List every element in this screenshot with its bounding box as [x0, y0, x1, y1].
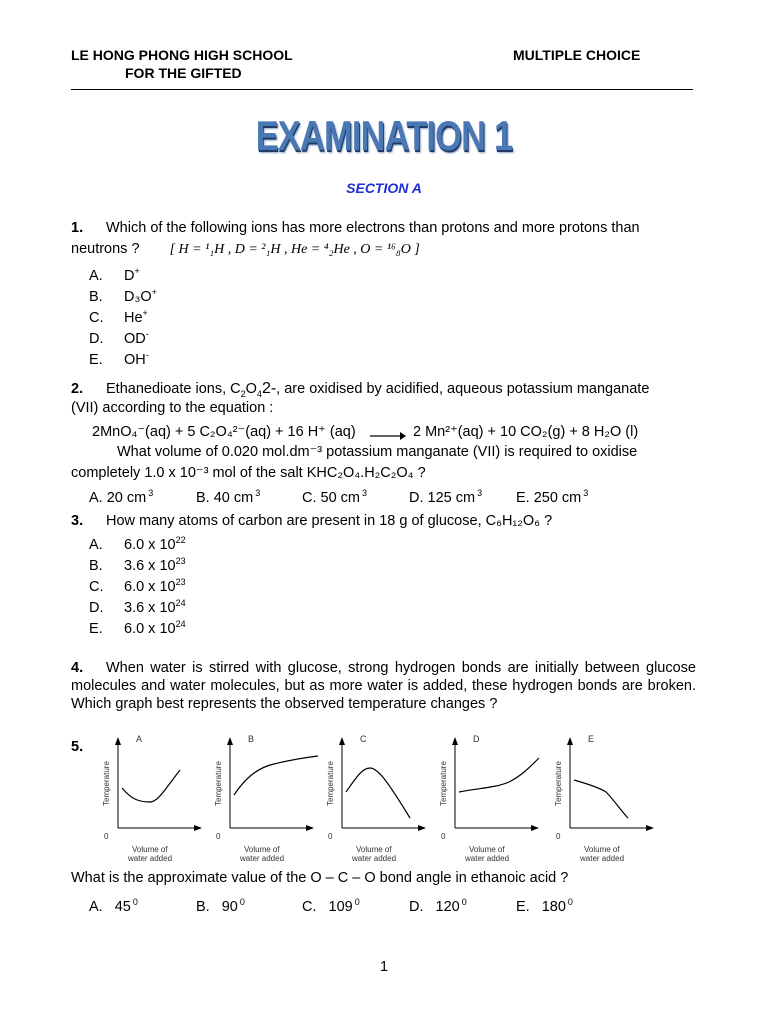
- question-number: 1.: [71, 220, 84, 236]
- question-text-cont: , are oxidised by acidified, aqueous potassium manganate: [276, 381, 650, 397]
- x-axis-arrow-icon: [194, 825, 202, 831]
- option-letter: E.: [516, 490, 530, 506]
- page-number: 1: [379, 959, 389, 975]
- graph-panel: [100, 728, 200, 872]
- answer-option: [302, 489, 367, 507]
- x-axis-label-line1: Volume of: [469, 845, 505, 854]
- question-1-line2: [71, 240, 696, 259]
- x-axis-label-line2: water added: [580, 854, 625, 863]
- answer-option: [89, 288, 157, 306]
- school-name-line1: LE HONG PHONG HIGH SCHOOL: [71, 47, 293, 63]
- option-text: 45: [114, 899, 131, 915]
- x-axis-label-line2: water added: [240, 854, 285, 863]
- option-text: D₃O: [124, 289, 152, 305]
- x-axis-arrow-icon: [646, 825, 654, 831]
- option-letter: D.: [409, 490, 424, 506]
- y-axis-label: Temperature: [439, 761, 448, 806]
- graph-curve: [122, 770, 180, 802]
- option-letter: C.: [302, 899, 317, 915]
- graph-plot: [552, 728, 652, 868]
- x-axis-label-line1: Volume of: [356, 845, 392, 854]
- question-3: [71, 512, 696, 530]
- option-superscript: 3: [362, 488, 368, 499]
- answer-option: [516, 489, 588, 507]
- panel-label: A: [136, 734, 143, 744]
- option-superscript: 22: [175, 535, 186, 546]
- equation-right: 2 Mn²⁺(aq) + 10 CO₂(g) + 8 H₂O (l): [413, 424, 639, 440]
- x-axis-arrow-icon: [418, 825, 426, 831]
- option-text: OH: [124, 352, 146, 368]
- option-letter: E.: [89, 352, 103, 368]
- x-axis-label-line1: Volume of: [244, 845, 280, 854]
- question-text: neutrons ?: [71, 241, 140, 257]
- question-2-line3: What volume of 0.020 mol.dm⁻³ potassium manganate (VII) is required to oxidise: [117, 444, 638, 460]
- option-letter: E.: [89, 621, 103, 637]
- option-text: 6.0 x 10: [124, 579, 176, 595]
- origin-label: 0: [556, 832, 561, 841]
- option-superscript: 3: [148, 488, 154, 499]
- answer-option: [89, 557, 186, 575]
- y-axis-label: Temperature: [554, 761, 563, 806]
- option-superscript: 3: [477, 488, 483, 499]
- option-text: OD: [124, 331, 146, 347]
- option-letter: E.: [516, 899, 530, 915]
- graph-curve: [234, 756, 318, 795]
- header-divider: [71, 89, 693, 90]
- option-text: 20 cm: [106, 490, 147, 506]
- question-number-5: 5.: [71, 739, 84, 755]
- question-text: How many atoms of carbon are present in 18 g of glucose, C₆H₁₂O₆ ?: [106, 513, 553, 529]
- option-letter: C.: [302, 490, 317, 506]
- answer-option: [89, 536, 186, 554]
- answer-option: [409, 489, 482, 507]
- option-letter: A.: [89, 899, 103, 915]
- origin-label: 0: [216, 832, 221, 841]
- option-text: 109: [328, 899, 353, 915]
- answer-option: [89, 330, 149, 348]
- option-text: 125 cm: [427, 490, 476, 506]
- x-axis-label-line1: Volume of: [584, 845, 620, 854]
- equation-left: 2MnO₄⁻(aq) + 5 C₂O₄²⁻(aq) + 16 H⁺ (aq): [92, 424, 356, 440]
- answer-option: [302, 898, 360, 916]
- question-number: 4.: [71, 660, 84, 676]
- option-superscript: 0: [567, 897, 573, 908]
- exam-title: EXAMINATION 1: [255, 112, 513, 159]
- y-axis-arrow-icon: [452, 737, 458, 745]
- option-letter: B.: [196, 490, 210, 506]
- option-letter: B.: [196, 899, 210, 915]
- option-text: 3.6 x 10: [124, 600, 176, 616]
- question-text: When water is stirred with glucose, strong hydrogen bonds are initially between glucose molecules and water molecules, but as more water is added, these hydrogen bonds are broken. Which graph best represents the observed temperature changes ?: [71, 660, 696, 712]
- y-axis-arrow-icon: [115, 737, 121, 745]
- option-text: 6.0 x 10: [124, 621, 176, 637]
- x-axis-arrow-icon: [306, 825, 314, 831]
- option-text: 180: [541, 899, 566, 915]
- panel-label: E: [588, 734, 595, 744]
- y-axis-arrow-icon: [339, 737, 345, 745]
- option-superscript: 24: [175, 619, 186, 630]
- x-axis-label-line1: Volume of: [132, 845, 168, 854]
- option-superscript: 0: [461, 897, 467, 908]
- answer-option: [89, 309, 148, 327]
- option-superscript: +: [134, 266, 140, 277]
- option-text: 250 cm: [533, 490, 582, 506]
- graph-curve: [459, 758, 539, 792]
- answer-option: [196, 489, 260, 507]
- option-letter: D.: [89, 331, 104, 347]
- origin-label: 0: [104, 832, 109, 841]
- option-text: D: [124, 268, 135, 284]
- option-superscript: 23: [175, 556, 186, 567]
- option-superscript: 23: [175, 577, 186, 588]
- graph-plot: [212, 728, 312, 868]
- option-superscript: 3: [583, 488, 589, 499]
- option-letter: C.: [89, 310, 104, 326]
- graph-plot: [324, 728, 424, 868]
- graph-plot: [437, 728, 537, 868]
- section-title: SECTION A: [346, 180, 422, 196]
- graph-plot: [100, 728, 200, 868]
- graph-panel: [437, 728, 537, 872]
- option-letter: A.: [89, 490, 103, 506]
- answer-option: [516, 898, 573, 916]
- answer-option: [89, 351, 149, 369]
- option-letter: D.: [89, 600, 104, 616]
- question-text: Ethanedioate ions, C: [106, 381, 241, 397]
- option-letter: D.: [409, 899, 424, 915]
- option-letter: B.: [89, 558, 103, 574]
- graph-curve: [346, 768, 410, 818]
- question-1: [71, 219, 696, 237]
- question-2-line2: (VII) according to the equation :: [71, 400, 274, 416]
- question-number: 3.: [71, 513, 84, 529]
- option-letter: C.: [89, 579, 104, 595]
- question-2-line4: completely 1.0 x 10⁻³ mol of the salt KHC₂O₄.H₂C₂O₄ ?: [71, 465, 426, 481]
- option-text: 6.0 x 10: [124, 537, 176, 553]
- y-axis-arrow-icon: [567, 737, 573, 745]
- option-superscript: 0: [132, 897, 138, 908]
- answer-option: [89, 489, 153, 507]
- graph-curve: [574, 780, 628, 818]
- question-text: Which of the following ions has more electrons than protons and more protons than: [106, 220, 640, 236]
- y-axis-label: Temperature: [214, 761, 223, 806]
- y-axis-label: Temperature: [326, 761, 335, 806]
- answer-option: [89, 620, 186, 638]
- option-text: 120: [435, 899, 460, 915]
- isotope-legend: [ H = ¹₁H , D = ²₁H , He = ⁴₂He , O = ¹⁶₈O ]: [169, 242, 420, 257]
- answer-option: [196, 898, 245, 916]
- option-letter: A.: [89, 537, 103, 553]
- option-superscript: +: [151, 287, 157, 298]
- panel-label: D: [473, 734, 480, 744]
- option-text: 40 cm: [213, 490, 254, 506]
- option-text: He: [124, 310, 143, 326]
- origin-label: 0: [328, 832, 333, 841]
- question-4: [71, 659, 696, 713]
- answer-option: [409, 898, 467, 916]
- option-text: 90: [221, 899, 238, 915]
- answer-option: [89, 599, 186, 617]
- option-superscript: +: [142, 308, 148, 319]
- x-axis-arrow-icon: [531, 825, 539, 831]
- graph-panel: [324, 728, 424, 872]
- panel-label: C: [360, 734, 367, 744]
- origin-label: 0: [441, 832, 446, 841]
- graph-panel: [212, 728, 312, 872]
- school-name-line2: FOR THE GIFTED: [125, 65, 242, 81]
- question-number: 2.: [71, 381, 84, 397]
- answer-option: [89, 267, 140, 285]
- answer-option: [89, 578, 186, 596]
- option-letter: B.: [89, 289, 103, 305]
- option-superscript: -: [145, 329, 149, 340]
- option-superscript: 3: [255, 488, 261, 499]
- graph-panel: [552, 728, 652, 872]
- option-text: 3.6 x 10: [124, 558, 176, 574]
- y-axis-arrow-icon: [227, 737, 233, 745]
- x-axis-label-line2: water added: [352, 854, 397, 863]
- x-axis-label-line2: water added: [465, 854, 510, 863]
- y-axis-label: Temperature: [102, 761, 111, 806]
- x-axis-label-line2: water added: [128, 854, 173, 863]
- question-5-text: What is the approximate value of the O – C – O bond angle in ethanoic acid ?: [71, 870, 569, 886]
- answer-option: [89, 898, 138, 916]
- option-superscript: 0: [239, 897, 245, 908]
- option-superscript: 0: [354, 897, 360, 908]
- question-2: 2. Ethanedioate ions, $C_2O_42-$, are oxidised by acidified, aqueous potassium manganate: [71, 380, 650, 399]
- panel-label: B: [248, 734, 255, 744]
- option-superscript: -: [145, 350, 149, 361]
- header-right: MULTIPLE CHOICE: [513, 47, 641, 63]
- option-letter: A.: [89, 268, 103, 284]
- option-text: 50 cm: [320, 490, 360, 506]
- option-superscript: 24: [175, 598, 186, 609]
